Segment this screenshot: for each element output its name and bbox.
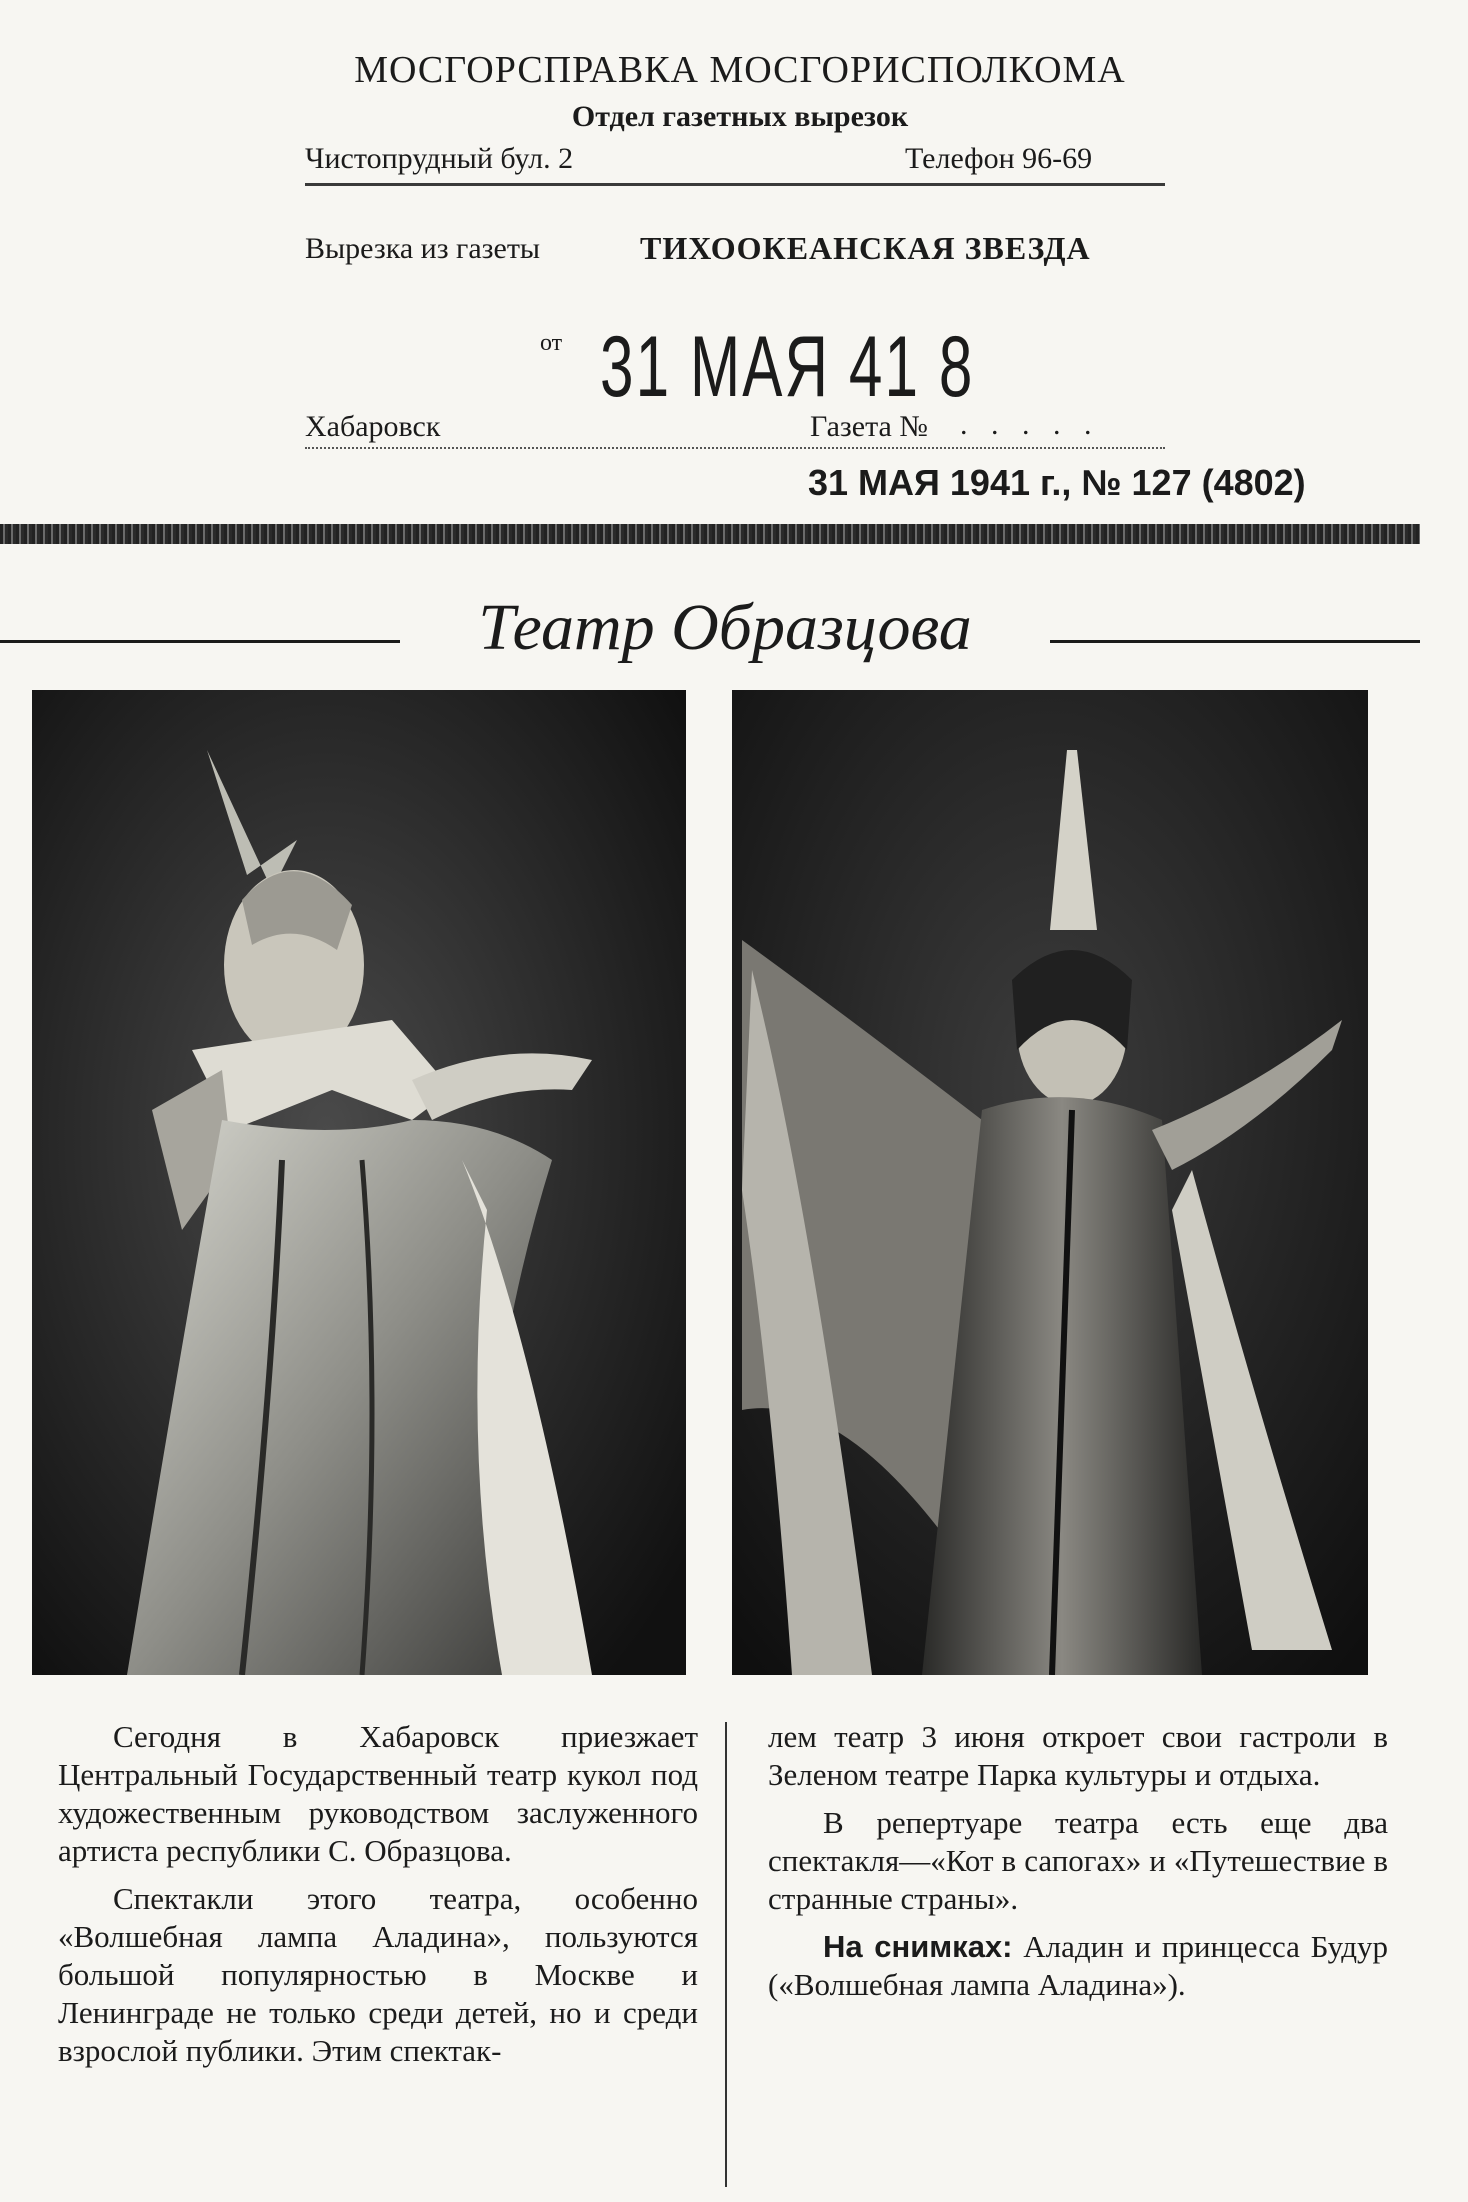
caption-lead: На снимках: (823, 1929, 1013, 1964)
issue-dateline: 31 МАЯ 1941 г., № 127 (4802) (808, 462, 1306, 503)
gazeta-number-blank: . . . . . (960, 408, 1100, 441)
photo-princess-budur (732, 690, 1368, 1675)
date-prefix: от (540, 330, 563, 356)
clipping-address: Чистопрудный бул. 2 (305, 142, 574, 175)
column-divider (725, 1722, 727, 2187)
article-title: Театр Образцова (478, 591, 972, 664)
title-rule-right (1050, 640, 1420, 643)
gazeta-number-label: Газета № (810, 410, 928, 443)
puppet-princess-illustration (732, 690, 1368, 1675)
article-paragraph: Сегодня в Хабаровск приезжает Центральный Государственный театр кукол под художественным руководством заслуженного артиста республики С. Образцова. (58, 1719, 698, 1868)
newspaper-name: ТИХООКЕАНСКАЯ ЗВЕЗДА (640, 230, 1091, 266)
clipping-phone: Телефон 96-69 (905, 142, 1093, 175)
masthead-band (0, 524, 1420, 544)
title-rule-left (0, 640, 400, 643)
article-paragraph: Спектакли этого театра, особенно «Волшебная лампа Аладина», пользуются большой популярностью в Москве и Ленинграде не только среди детей, но и среди взрослой публики. Этим спектак- (58, 1881, 698, 2068)
cutting-from-label: Вырезка из газеты (305, 232, 541, 265)
photo-caption (768, 1928, 1388, 2004)
puppet-aladdin-illustration (32, 690, 686, 1675)
clipping-department: Отдел газетных вырезок (571, 100, 909, 133)
clipping-city: Хабаровск (305, 410, 441, 443)
date-stamp: 31 МАЯ 41 8 (600, 319, 975, 415)
clipping-organization: МОСГОРСПРАВКА МОСГОРИСПОЛКОМА (354, 49, 1126, 91)
article-paragraph: В репертуаре театра есть еще два спектакля—«Кот в сапогах» и «Путешествие в странные страны». (768, 1805, 1388, 1916)
article-column-2 (768, 1718, 1388, 2014)
article-column-1 (58, 1718, 698, 2080)
header-rule (305, 183, 1165, 186)
caption-text: Аладин и принцесса Будур («Волшебная лампа Аладина»). (768, 1929, 1388, 2002)
header-dotted-rule (305, 447, 1165, 449)
photo-aladdin (32, 690, 686, 1675)
article-paragraph: лем театр 3 июня откроет свои гастроли в Зеленом театре Парка культуры и отдыха. (768, 1719, 1388, 1792)
